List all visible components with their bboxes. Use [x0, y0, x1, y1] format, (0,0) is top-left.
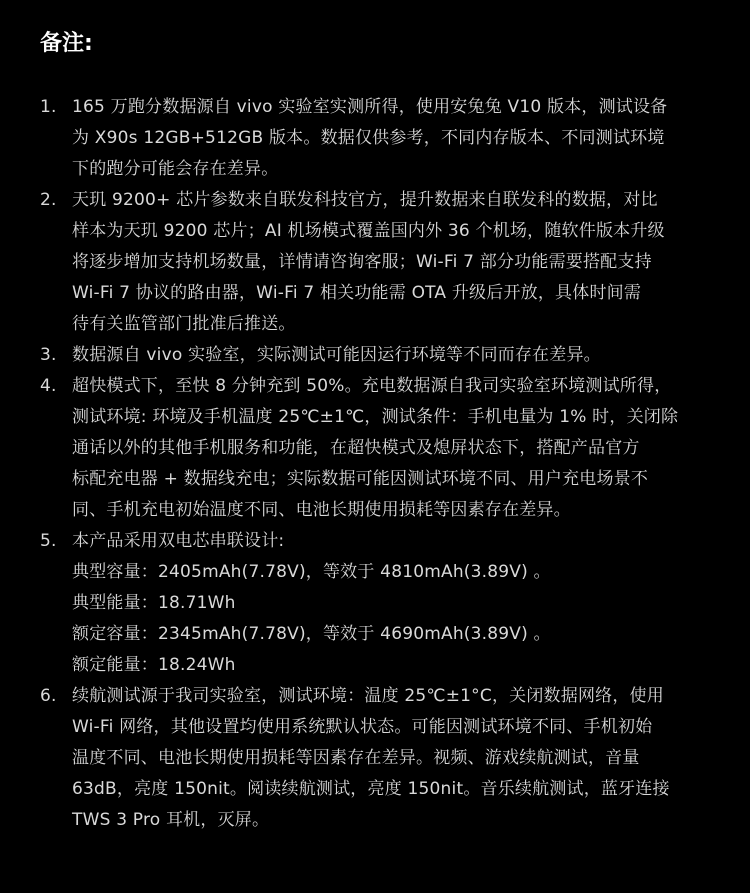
note-text — [72, 681, 730, 836]
note-line: 续航测试源于我司实验室，测试环境：温度 25℃±1°C，关闭数据网络，使用 — [72, 686, 664, 706]
note-number: 3. — [40, 345, 57, 365]
note-line: Wi-Fi 7 协议的路由器，Wi-Fi 7 相关功能需 OTA 升级后开放，具体时间需 — [72, 283, 642, 303]
note-line: 温度不同、电池长期使用损耗等因素存在差异。视频、游戏续航测试，音量 — [72, 748, 640, 768]
note-line: 测试环境: 环境及手机温度 25℃±1℃，测试条件：手机电量为 1% 时，关闭除 — [72, 407, 679, 427]
note-line: 数据源自 vivo 实验室，实际测试可能因运行环境等不同而存在差异。 — [72, 345, 601, 365]
note-line: 本产品采用双电芯串联设计: — [72, 531, 285, 551]
note-line: 为 X90s 12GB+512GB 版本。数据仅供参考，不同内存版本、不同测试环境 — [72, 128, 665, 148]
note-number: 4. — [40, 376, 57, 396]
notes-list — [40, 92, 730, 836]
note-item-6 — [40, 681, 730, 836]
note-line: 典型能量：18.71Wh — [72, 593, 236, 613]
note-line: 额定容量：2345mAh(7.78V)，等效于 4690mAh(3.89V) 。 — [72, 624, 551, 644]
note-number: 2. — [40, 190, 57, 210]
note-line: 通话以外的其他手机服务和功能，在超快模式及熄屏状态下，搭配产品官方 — [72, 438, 640, 458]
note-line: 下的跑分可能会存在差异。 — [72, 159, 279, 179]
note-line: 样本为天玑 9200 芯片；AI 机场模式覆盖国内外 36 个机场，随软件版本升级 — [72, 221, 665, 241]
note-item-3 — [40, 340, 730, 371]
note-number: 5. — [40, 531, 57, 551]
note-line: TWS 3 Pro 耳机，灭屏。 — [72, 810, 270, 830]
note-text — [72, 371, 730, 526]
page-title: 备注: — [40, 31, 93, 56]
note-line: Wi-Fi 网络，其他设置均使用系统默认状态。可能因测试环境不同、手机初始 — [72, 717, 653, 737]
note-line: 额定能量：18.24Wh — [72, 655, 236, 675]
note-line: 天玑 9200+ 芯片参数来自联发科技官方，提升数据来自联发科的数据，对比 — [72, 190, 658, 210]
note-item-5 — [40, 526, 730, 681]
note-text — [72, 185, 730, 340]
note-line: 同、手机充电初始温度不同、电池长期使用损耗等因素存在差异。 — [72, 500, 571, 520]
note-number: 1. — [40, 97, 57, 117]
note-line: 165 万跑分数据源自 vivo 实验室实测所得，使用安兔兔 V10 版本，测试设备 — [72, 97, 668, 117]
note-line: 将逐步增加支持机场数量，详情请咨询客服；Wi-Fi 7 部分功能需要搭配支持 — [72, 252, 652, 272]
note-text — [72, 526, 730, 681]
note-item-4 — [40, 371, 730, 526]
note-item-2 — [40, 185, 730, 340]
note-line: 待有关监管部门批准后推送。 — [72, 314, 296, 334]
note-text — [72, 92, 730, 185]
note-text — [72, 340, 730, 371]
note-line: 63dB，亮度 150nit。阅读续航测试，亮度 150nit。音乐续航测试，蓝牙连接 — [72, 779, 670, 799]
note-item-1 — [40, 92, 730, 185]
note-line: 典型容量：2405mAh(7.78V)，等效于 4810mAh(3.89V) 。 — [72, 562, 551, 582]
note-line: 超快模式下，至快 8 分钟充到 50%。充电数据源自我司实验室环境测试所得， — [72, 376, 672, 396]
note-number: 6. — [40, 686, 57, 706]
note-line: 标配充电器 + 数据线充电；实际数据可能因测试环境不同、用户充电场景不 — [72, 469, 649, 489]
